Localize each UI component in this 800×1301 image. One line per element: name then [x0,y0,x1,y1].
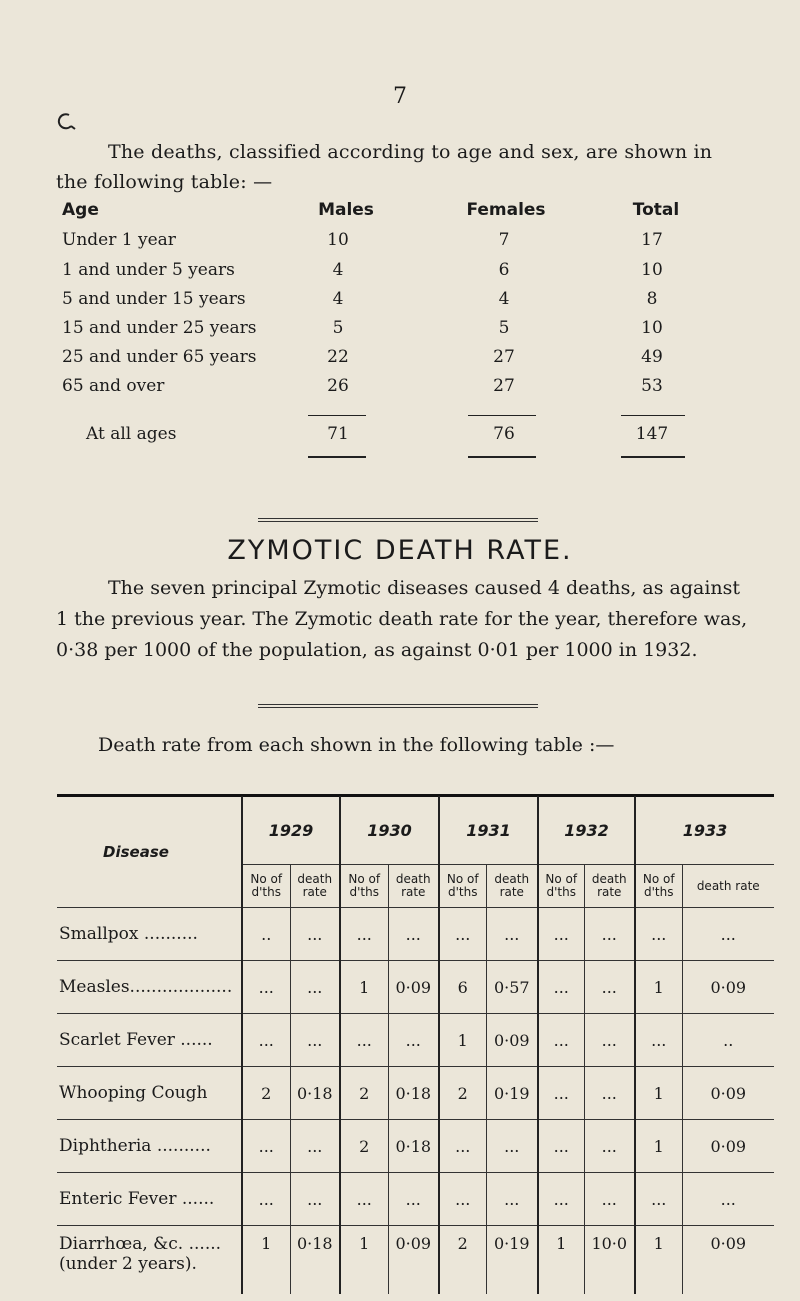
disease-death-rate-table [57,796,774,1294]
disease-name-line: Whooping Cough [59,1083,208,1103]
disease-name [57,961,242,1014]
rate-cell: ... [584,1067,635,1120]
rate-cell: ... [388,1173,439,1226]
females-cell: 4 [498,289,510,309]
rate-cell: 0·09 [682,1067,774,1120]
disease-name-line: Enteric Fever ...... [59,1189,215,1209]
rate-subheader: death rate [584,865,635,908]
age-cell: 5 and under 15 years [62,289,246,309]
deaths-cell: 1 [538,1226,584,1295]
rate-cell: 0·09 [486,1014,538,1067]
disease-name-line: Smallpox .......... [59,924,198,944]
total-cell: 17 [641,230,663,250]
deaths-cell: 2 [439,1226,486,1295]
disease-name [57,908,242,961]
deaths-cell: 1 [340,961,388,1014]
rate-cell: 0·19 [486,1067,538,1120]
age-cell: 15 and under 25 years [62,318,257,338]
females-cell: 27 [493,376,515,396]
total-cell: 10 [641,318,663,338]
rate-cell: ... [584,1120,635,1173]
males-cell: 4 [332,260,344,280]
rate-cell: ... [290,1014,340,1067]
table-row [56,260,676,284]
males-total: 71 [327,424,349,444]
deaths-cell: ... [635,1173,682,1226]
total-rule [308,456,366,458]
rate-cell: ... [290,1173,340,1226]
rate-subheader: death rate [486,865,538,908]
males-cell: 10 [327,230,349,250]
deaths-subheader: No of d'ths [439,865,486,908]
deaths-cell: 1 [340,1226,388,1295]
year-1930: 1930 [340,796,439,865]
deaths-subheader: No of d'ths [635,865,682,908]
deaths-cell: ... [242,1014,290,1067]
deaths-cell: 1 [635,1226,682,1295]
rate-cell: ... [290,908,340,961]
age-cell: 1 and under 5 years [62,260,235,280]
year-1933: 1933 [635,796,774,865]
deaths-cell: ... [635,908,682,961]
females-cell: 6 [498,260,510,280]
deaths-cell: ... [242,1173,290,1226]
rate-subheader: death rate [388,865,439,908]
section-divider [258,521,538,522]
disease-name-line: Diphtheria .......... [59,1136,211,1156]
deaths-cell: 1 [439,1014,486,1067]
table-row [56,289,676,313]
deaths-cell: 1 [242,1226,290,1295]
deaths-cell: ... [340,1173,388,1226]
deaths-cell: 1 [635,961,682,1014]
year-1932: 1932 [538,796,635,865]
table-row [57,1067,774,1120]
deaths-cell: 6 [439,961,486,1014]
rate-subheader: death rate [682,865,774,908]
total-cell: 8 [646,289,658,309]
margin-mark-icon [54,111,76,133]
rate-cell: ... [486,908,538,961]
deaths-subheader: No of d'ths [538,865,584,908]
rate-cell: 0·09 [682,961,774,1014]
males-cell: 5 [332,318,344,338]
age-table-header [56,200,680,224]
age-cell: Under 1 year [62,230,176,250]
females-cell: 7 [498,230,510,250]
year-1931: 1931 [439,796,538,865]
rate-cell: ... [584,908,635,961]
disease-header: Disease [103,842,169,861]
deaths-subheader: No of d'ths [340,865,388,908]
deaths-cell: ... [439,1120,486,1173]
deaths-cell: 2 [340,1067,388,1120]
section-divider [258,518,538,519]
death-rate-caption: Death rate from each shown in the following table :— [98,734,615,756]
disease-name [57,1120,242,1173]
deaths-cell: ... [538,1067,584,1120]
deaths-cell: ... [439,908,486,961]
females-total: 76 [493,424,515,444]
deaths-cell: ... [635,1014,682,1067]
deaths-cell: ... [538,908,584,961]
disease-name-line: Diarrhœa, &c. ...... [59,1234,222,1254]
females-cell: 27 [493,347,515,367]
subtotal-rule [468,415,536,416]
rate-cell: ... [290,1120,340,1173]
males-cell: 26 [327,376,349,396]
disease-name [57,1014,242,1067]
rate-cell: ... [388,1014,439,1067]
rate-cell: ... [584,1173,635,1226]
rate-cell: 0·18 [290,1226,340,1295]
rate-cell: 0·18 [388,1067,439,1120]
table-row [57,1014,774,1067]
rate-cell: ... [486,1120,538,1173]
total-cell: 10 [641,260,663,280]
rate-cell: ... [486,1173,538,1226]
section-heading: ZYMOTIC DEATH RATE. [227,535,573,566]
deaths-cell: ... [340,1014,388,1067]
total-cell: 53 [641,376,663,396]
rate-cell: 10·0 [584,1226,635,1295]
table-row [57,1173,774,1226]
total-cell: 49 [641,347,663,367]
deaths-cell: 2 [439,1067,486,1120]
zymotic-paragraph: The seven principal Zymotic diseases caused 4 deaths, as against 1 the previous year. The Zymotic death rate for the year, therefore was, 0·38 per 1000 of the population, as against 0·01 per 1000 in 1932. [56,577,748,661]
females-cell: 5 [498,318,510,338]
deaths-cell: ... [538,1173,584,1226]
rate-cell: 0·09 [682,1120,774,1173]
totals-row [56,424,676,448]
rate-subheader: death rate [290,865,340,908]
deaths-cell: 1 [635,1120,682,1173]
rate-cell: 0·09 [682,1226,774,1295]
page-number: 7 [393,84,407,109]
grand-total: 147 [635,424,669,444]
age-cell: 25 and under 65 years [62,347,257,367]
rate-cell: 0·09 [388,961,439,1014]
age-header: Age [62,200,99,220]
rate-cell: 0·18 [388,1120,439,1173]
disease-name-line: Scarlet Fever ...... [59,1030,213,1050]
intro-paragraph: The deaths, classified according to age and sex, are shown in the following table: — [56,141,713,193]
total-header: Total [632,200,680,220]
total-label: At all ages [86,424,177,444]
deaths-cell: ... [242,961,290,1014]
deaths-cell: ... [340,908,388,961]
subtotal-rule [621,415,685,416]
deaths-cell: 2 [242,1067,290,1120]
rate-cell: 0·19 [486,1226,538,1295]
rate-cell: 0·18 [290,1067,340,1120]
deaths-cell: ... [538,1014,584,1067]
deaths-subheader: No of d'ths [242,865,290,908]
subtotal-rule [308,415,366,416]
rate-cell: ... [682,908,774,961]
deaths-cell: 2 [340,1120,388,1173]
deaths-cell: ... [242,1120,290,1173]
rate-cell: ... [584,1014,635,1067]
males-header: Males [318,200,374,220]
age-cell: 65 and over [62,376,165,396]
rate-cell: 0·57 [486,961,538,1014]
females-header: Females [466,200,546,220]
males-cell: 4 [332,289,344,309]
total-rule [468,456,536,458]
table-row [57,1120,774,1173]
table-row [57,1226,774,1295]
rate-cell: ... [388,908,439,961]
year-header-row [57,796,774,865]
disease-name-note: (under 2 years). [59,1254,197,1274]
disease-name-line: Measles................... [59,977,233,997]
deaths-cell: .. [242,908,290,961]
disease-name [57,1067,242,1120]
disease-name [57,1226,242,1295]
table-row [57,908,774,961]
males-cell: 22 [327,347,349,367]
rate-cell: 0·09 [388,1226,439,1295]
table-row [57,961,774,1014]
rate-cell: ... [682,1173,774,1226]
table-row [56,347,676,371]
table-row [56,230,676,254]
deaths-cell: ... [538,1120,584,1173]
deaths-cell: ... [439,1173,486,1226]
rate-cell: ... [290,961,340,1014]
section-divider [258,704,538,705]
section-divider [258,707,538,708]
deaths-cell: ... [538,961,584,1014]
table-row [56,318,676,342]
rate-cell: .. [682,1014,774,1067]
rate-cell: ... [584,961,635,1014]
year-1929: 1929 [242,796,340,865]
total-rule [621,456,685,458]
disease-name [57,1173,242,1226]
table-row [56,376,676,400]
deaths-cell: 1 [635,1067,682,1120]
